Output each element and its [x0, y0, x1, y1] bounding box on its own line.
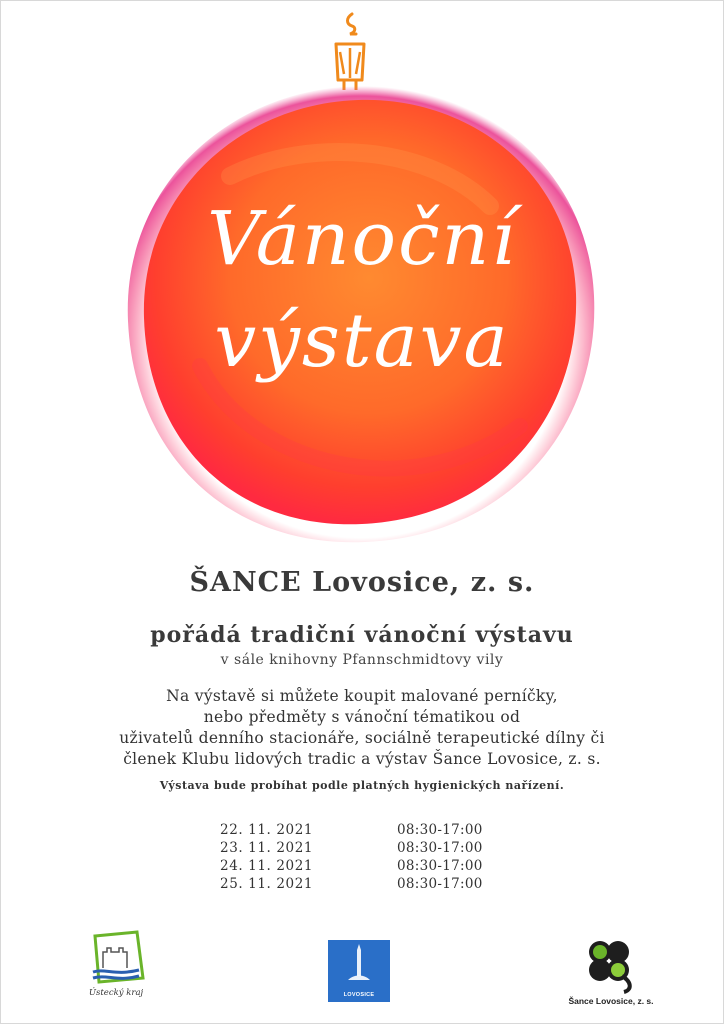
schedule-time: 08:30-17:00: [397, 876, 483, 892]
schedule-table: [220, 822, 520, 894]
schedule-date: 22. 11. 2021: [220, 822, 314, 838]
schedule-row: [220, 840, 520, 858]
schedule-date: 23. 11. 2021: [220, 840, 314, 856]
description: [0, 686, 724, 770]
organizer-name: ŠANCE Lovosice, z. s.: [189, 567, 535, 598]
schedule-row: [220, 876, 520, 894]
lovosice-label: LOVOSICE: [343, 992, 375, 998]
ustecky-kraj-logo: [85, 928, 147, 1010]
hygiene-notice: Výstava bude probíhat podle platných hygienických nařízení.: [159, 779, 565, 792]
title-line-2: výstava: [214, 298, 510, 384]
sance-lovosice-logo: [566, 936, 656, 1012]
description-line: členek Klubu lidových tradic a výstav Šance Lovosice, z. s.: [123, 750, 601, 768]
description-line: nebo předměty s vánoční tématikou od: [203, 708, 521, 726]
clover-icon: [566, 936, 656, 994]
lovosice-logo: [328, 940, 390, 1002]
schedule-row: [220, 822, 520, 840]
schedule-date: 25. 11. 2021: [220, 876, 314, 892]
description-line: Na výstavě si můžete koupit malované perníčky,: [166, 687, 558, 705]
headline: pořádá tradiční vánoční výstavu: [150, 622, 574, 648]
castle-icon: [85, 928, 147, 988]
schedule-time: 08:30-17:00: [397, 840, 483, 856]
title-line-1: Vánoční: [207, 196, 517, 282]
schedule-time: 08:30-17:00: [397, 822, 483, 838]
schedule-time: 08:30-17:00: [397, 858, 483, 874]
schedule-date: 24. 11. 2021: [220, 858, 314, 874]
venue-text: v sále knihovny Pfannschmidtovy vily: [220, 652, 504, 668]
description-line: uživatelů denního stacionáře, sociálně terapeutické dílny či: [119, 729, 605, 747]
sance-label: Šance Lovosice, z. s.: [568, 996, 654, 1006]
schedule-row: [220, 858, 520, 876]
kraj-label: Ústecký kraj: [88, 988, 144, 998]
tower-icon: [328, 940, 390, 990]
